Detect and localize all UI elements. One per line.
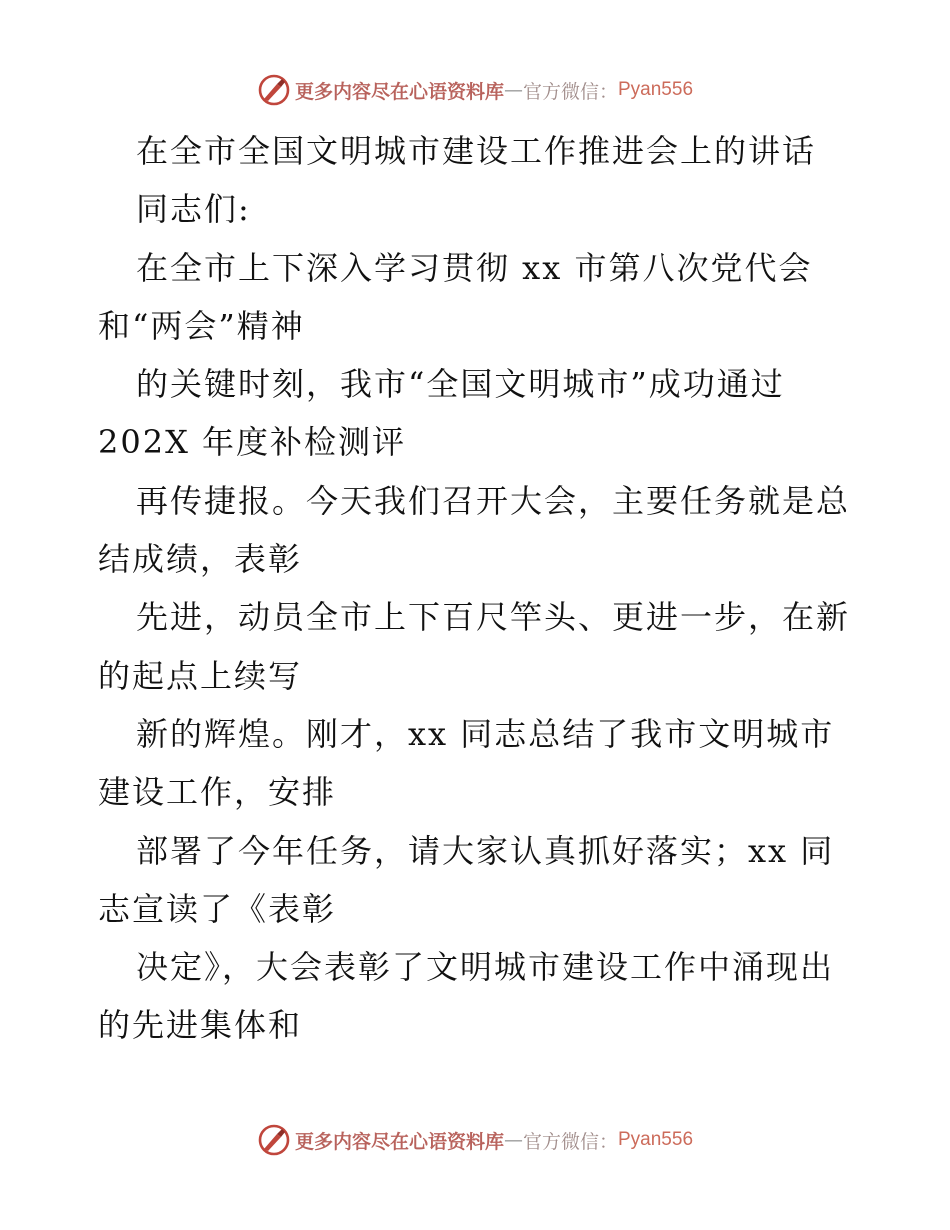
watermark-account: Pyan556 xyxy=(618,79,694,100)
watermark-tail: 官方微信： xyxy=(522,1130,618,1153)
watermark-lead: 更多内容尽在心语资料库 xyxy=(294,80,504,103)
document-line: 的先进集体和 xyxy=(98,1006,303,1045)
watermark-tail: 官方微信： xyxy=(522,80,618,103)
document-line: 建设工作，安排 xyxy=(98,773,337,812)
watermark-footer xyxy=(0,1120,950,1160)
document-line: 结成绩，表彰 xyxy=(98,540,303,579)
document-line: 202X 年度补检测评 xyxy=(98,423,407,462)
document-line: 的起点上续写 xyxy=(98,656,303,695)
document-line: 和“两会”精神 xyxy=(98,306,305,345)
pen-circle-icon xyxy=(257,1123,291,1157)
document-line: 同志们: xyxy=(136,190,251,229)
watermark-account: Pyan556 xyxy=(618,1129,694,1150)
watermark-header xyxy=(0,70,950,110)
document-line: 的关键时刻，我市“全国文明城市”成功通过 xyxy=(136,365,785,404)
document-line: 志宣读了《表彰 xyxy=(98,889,337,928)
document-line: 决定》，大会表彰了文明城市建设工作中涌现出 xyxy=(136,948,835,987)
watermark-dash: — xyxy=(503,79,523,101)
document-body xyxy=(98,122,858,1055)
document-line: 在全市全国文明城市建设工作推进会上的讲话 xyxy=(136,132,817,170)
document-line: 新的辉煌。刚才，xx 同志总结了我市文明城市 xyxy=(136,714,835,753)
pen-circle-icon xyxy=(257,73,291,107)
document-line: 在全市上下深入学习贯彻 xx 市第八次党代会 xyxy=(136,248,813,287)
watermark-lead: 更多内容尽在心语资料库 xyxy=(294,1130,504,1153)
watermark-dash: — xyxy=(503,1129,523,1151)
document-line: 再传捷报。今天我们召开大会，主要任务就是总 xyxy=(136,481,851,520)
document-line: 先进，动员全市上下百尺竿头、更进一步，在新 xyxy=(136,598,851,637)
document-line: 部署了今年任务，请大家认真抓好落实；xx 同 xyxy=(136,831,835,870)
